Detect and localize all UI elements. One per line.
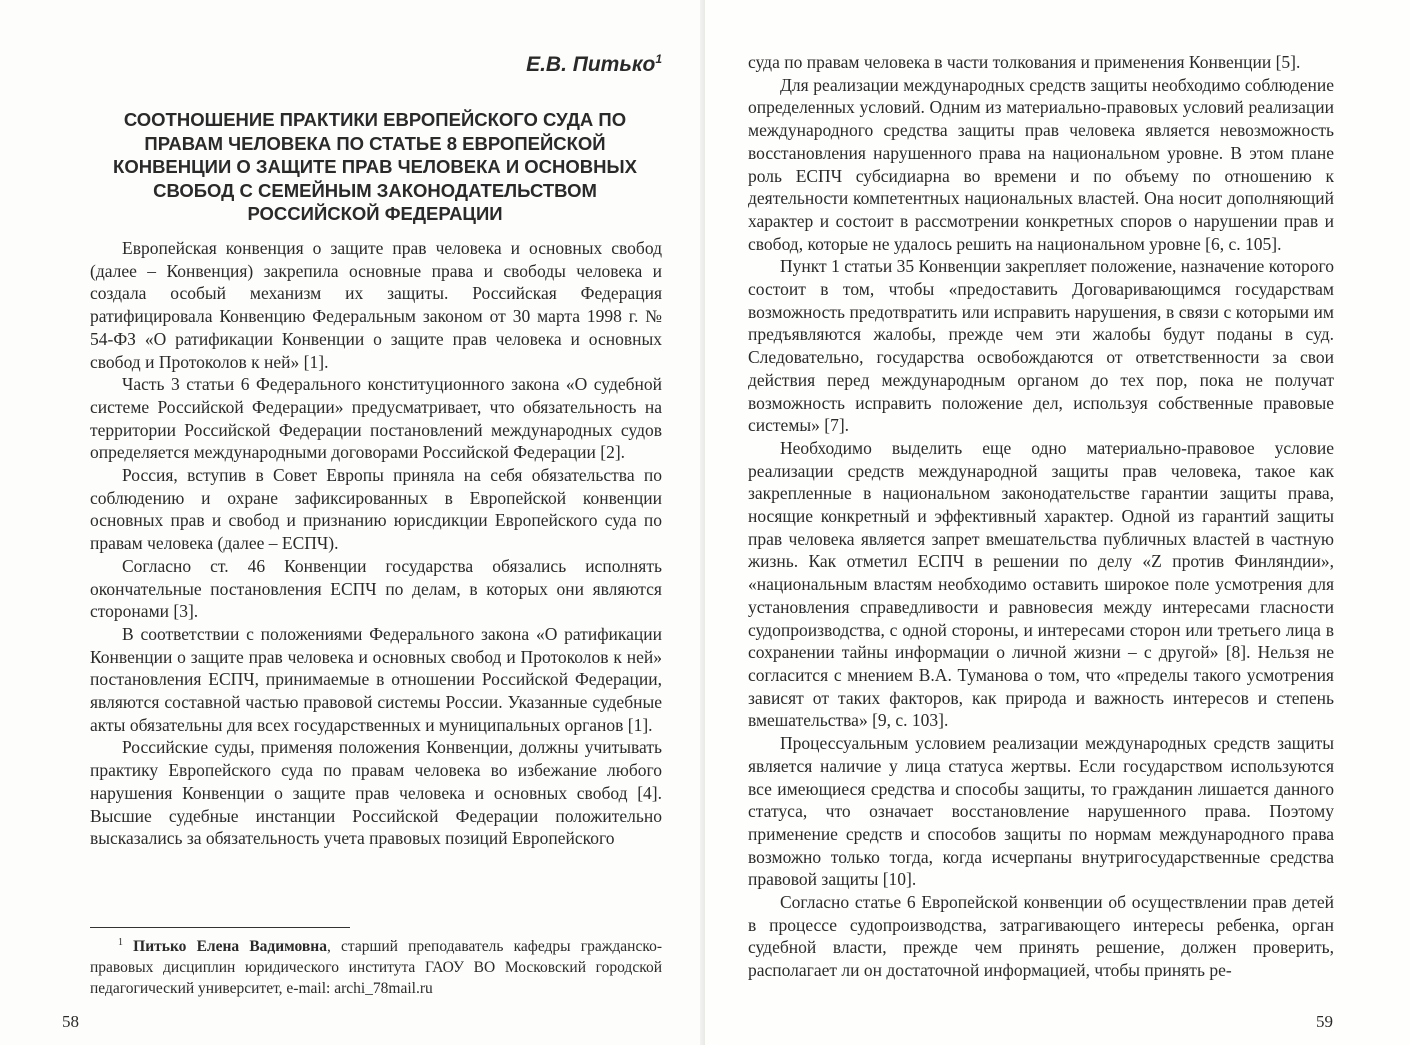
paragraph: Процессуальным условием реализации международных средств защиты является наличие у лица статуса жертвы. Если государством используются все имеющиеся средства и способы защиты, то гражданин лишается данного статуса, что означает восстановление нарушенного права. Поэтому применение средств и способов защиты по нормам международного права возможно только тогда, когда исчерпаны внутригосударственные средства правовой защиты [10]. [748, 733, 1334, 890]
footnote-author-name: Питько Елена Вадимовна [133, 938, 327, 955]
paragraph: Необходимо выделить еще одно материально-правовое условие реализации средств международной защиты прав человека, такое как закрепленные в национальном законодательстве гарантии защиты права, носящие конкретный и эффективный характер. Одной из гарантий защиты прав человека является запрет вмешательства публичных властей в частную жизнь. Как отметил ЕСПЧ в решении по делу «Z против Финляндии», «национальным властям необходимо оставить широкое поле усмотрения для установления справедливости и равновесия между интересами гласности судопроизводства, с одной стороны, и интересами сторон или третьего лица в сохранении тайны информации о личной жизни – с другой» [8]. Нельзя не согласится с мнением В.А. Туманова о том, что «пределы такого усмотрения зависят от таких факторов, как природа и важность интересов и степень вмешательства» [9, с. 103]. [748, 437, 1334, 731]
page-number-right: 59 [1316, 1012, 1333, 1031]
right-page [705, 0, 1410, 1045]
author-text: Е.В. Питько [526, 53, 656, 76]
paragraph: Согласно статье 6 Европейской конвенции об осуществлении прав детей в процессе судопроизводства, затрагивающего интересы ребенка, орган судебной власти, прежде чем принять решение, должен проверить, располагает ли он достаточной информацией, чтобы принять ре- [748, 892, 1334, 981]
paragraph: Российские суды, применяя положения Конвенции, должны учитывать практику Европейского суда по правам человека во избежание любого нарушения Конвенции о защите прав человека и основных свобод [4]. Высшие судебные инстанции Российской Федерации положительно высказались за обязательность учета правовых позиций Европейского [90, 737, 662, 849]
footnote-text: , старший преподаватель кафедры гражданско-правовых дисциплин юридического института ГАОУ ВО Московский городской педагогический университет, e-mail: archi_78mail.ru [90, 938, 662, 997]
paragraph: Россия, вступив в Совет Европы приняла на себя обязательства по соблюдению и охране зафиксированных в Европейской конвенции основных прав и свобод и признанию юрисдикции Европейского суда по правам человека (далее – ЕСПЧ). [90, 465, 662, 554]
paragraph: Согласно ст. 46 Конвенции государства обязались исполнять окончательные постановления ЕСПЧ по делам, в которых они являются сторонами [3]. [90, 555, 662, 622]
paragraph: суда по правам человека в части толкования и применения Конвенции [5]. [748, 52, 1301, 72]
page-number-left: 58 [62, 1012, 79, 1031]
footnote-mark: 1 [118, 936, 123, 948]
paragraph: Европейская конвенция о защите прав человека и основных свобод (далее – Конвенция) закрепила основные права и свободы человека и создала особый механизм их защиты. Российская Федерация ратифицировала Конвенцию Федеральным законом от 30 марта 1998 г. № 54-ФЗ «О ратификации Конвенции о защите прав человека и основных свобод и Протоколов к ней» [1]. [90, 238, 662, 372]
footnote-divider [90, 927, 350, 928]
article-title: СООТНОШЕНИЕ ПРАКТИКИ ЕВРОПЕЙСКОГО СУДА ПО ПРАВАМ ЧЕЛОВЕКА ПО СТАТЬЕ 8 ЕВРОПЕЙСКОЙ КОНВЕНЦИИ О ЗАЩИТЕ ПРАВ ЧЕЛОВЕКА И ОСНОВНЫХ СВОБОД С СЕМЕЙНЫМ ЗАКОНОДАТЕЛЬСТВОМ РОССИЙСКОЙ ФЕДЕРАЦИИ [113, 109, 637, 224]
paragraph: Часть 3 статьи 6 Федерального конституционного закона «О судебной системе Российской Федерации» предусматривает, что обязательность на территории Российской Федерации постановлений международных судов определяется международными договорами Российской Федерации [2]. [90, 374, 662, 463]
paragraph: Пункт 1 статьи 35 Конвенции закрепляет положение, назначение которого состоит в том, чтобы «предоставить Договаривающимся государствам возможность предотвратить или исправить нарушения, в связи с которыми им предъявляются жалобы, прежде чем эти жалобы будут поданы в суд. Следовательно, государства освобождаются от ответственности за свои действия перед международным органом до тех пор, пока не получат возможность исправить положение дел, используя собственные правовые системы» [7]. [748, 256, 1334, 436]
author-name [90, 52, 662, 78]
author-footnote-mark: 1 [655, 52, 662, 66]
paragraph: В соответствии с положениями Федерального закона «О ратификации Конвенции о защите прав человека и основных свобод и Протоколов к ней» постановления ЕСПЧ, принимаемые в отношении Российской Федерации, являются составной частью правовой системы России. Указанные судебные акты обязательны для всех государственных и муниципальных органов [1]. [90, 623, 662, 735]
right-body-text [748, 51, 1334, 982]
footnote [90, 936, 662, 999]
left-body-text [90, 237, 662, 850]
paragraph: Для реализации международных средств защиты необходимо соблюдение определенных условий. Одним из материально-правовых условий реализации международного средства защиты прав человека является невозможность восстановления нарушенного права на национальном уровне. В этом плане роль ЕСПЧ субсидиарна во времени и по объему по отношению к деятельности компетентных национальных властей. Она носит дополняющий характер и состоит в рассмотрении конкретных споров о нарушении прав и свобод, которые не удалось решить на национальном уровне [6, с. 105]. [748, 74, 1334, 254]
